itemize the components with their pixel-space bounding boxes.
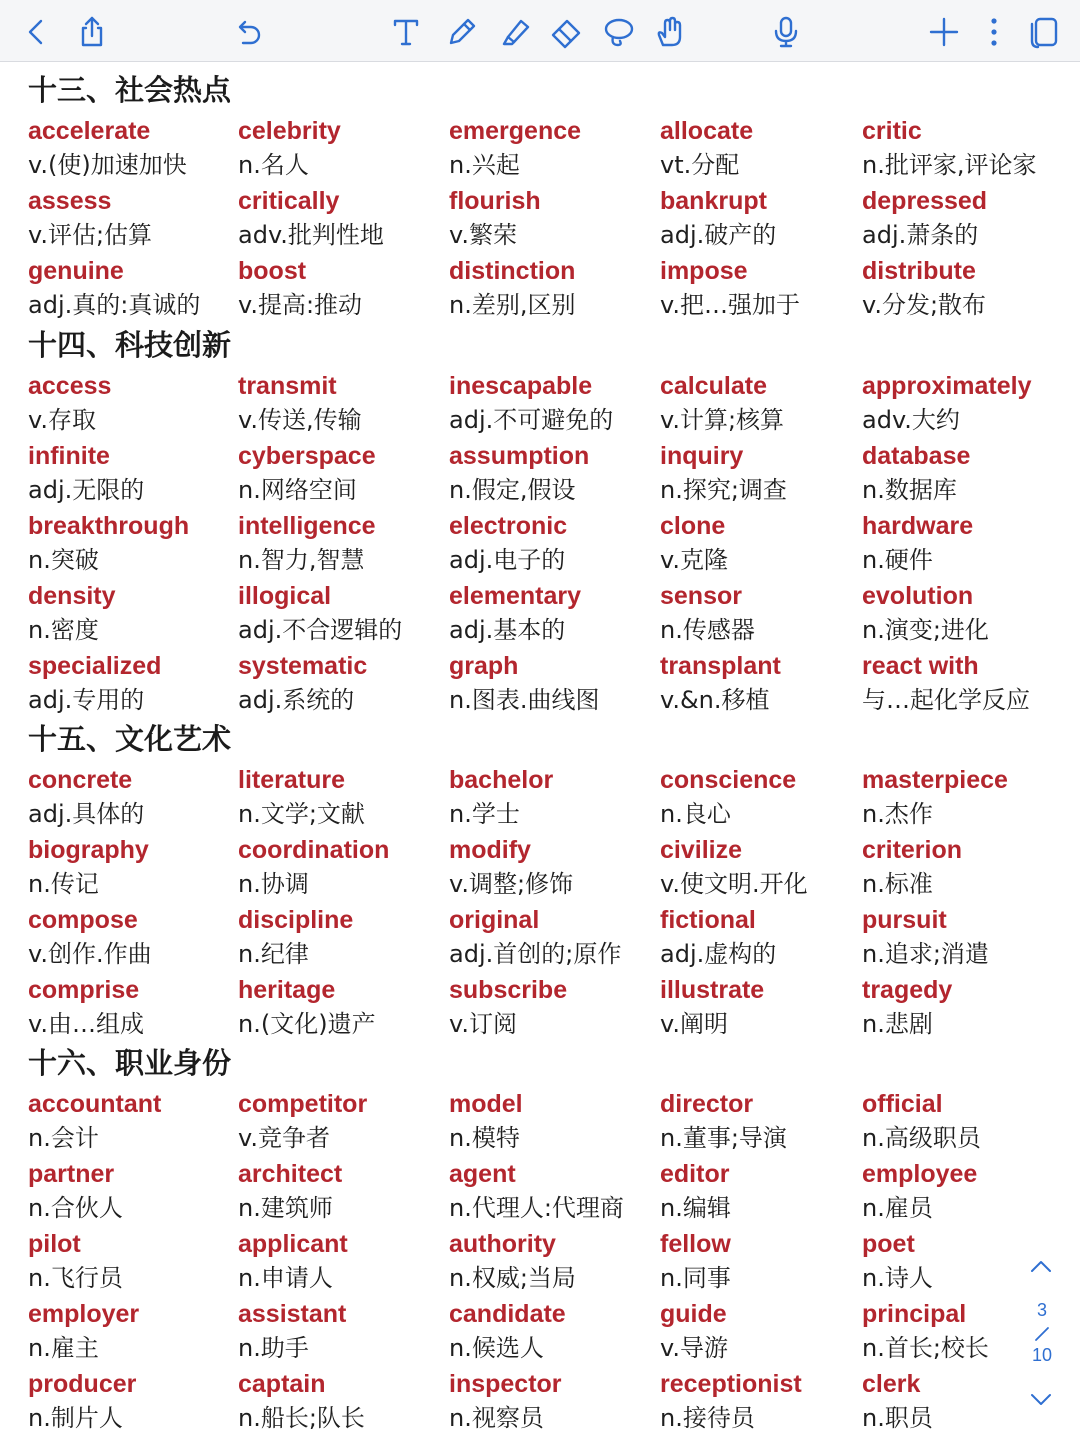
vocab-word: fellow <box>660 1230 731 1258</box>
vocab-word: transplant <box>660 652 781 680</box>
vocab-entry <box>449 833 654 903</box>
vocab-entry <box>660 254 865 324</box>
vocab-word: modify <box>449 836 531 864</box>
vocab-entry <box>28 1227 233 1297</box>
vocab-entry <box>449 439 654 509</box>
vocab-entry <box>28 903 233 973</box>
vocab-meaning: v.阐明 <box>660 1010 728 1038</box>
vocab-entry <box>238 254 443 324</box>
vocab-entry <box>28 439 233 509</box>
vocab-entry <box>660 903 865 973</box>
vocab-section <box>0 1043 1080 1437</box>
vocab-meaning: adj.系统的 <box>238 686 355 714</box>
vocab-meaning: v.传送,传输 <box>238 406 362 434</box>
vocab-word: compose <box>28 906 138 934</box>
vocab-meaning: n.同事 <box>660 1264 731 1292</box>
vocab-meaning: v.存取 <box>28 406 96 434</box>
vocab-meaning: n.图表.曲线图 <box>449 686 600 714</box>
vocab-meaning: n.探究;调查 <box>660 476 787 504</box>
vocab-meaning: n.申请人 <box>238 1264 333 1292</box>
vocab-word: inescapable <box>449 372 593 400</box>
vocab-entry <box>449 114 654 184</box>
vocab-meaning: n.文学;文献 <box>238 800 365 828</box>
vocab-word: database <box>862 442 971 470</box>
vocab-meaning: adj.电子的 <box>449 546 566 574</box>
vocab-word: candidate <box>449 1300 566 1328</box>
vocab-entry <box>238 1157 443 1227</box>
vocab-entry <box>862 1157 1067 1227</box>
current-page-number: 3 <box>1036 1300 1047 1320</box>
vocab-word: approximately <box>862 372 1032 400</box>
vocab-entry <box>238 833 443 903</box>
vocab-word: emergence <box>449 117 582 145</box>
vocab-word: clerk <box>862 1370 921 1398</box>
section-title: 十三、社会热点 <box>28 73 232 107</box>
vocab-entry <box>238 903 443 973</box>
vocab-entry <box>449 973 654 1043</box>
vocab-word: tragedy <box>862 976 953 1004</box>
vocab-word: fictional <box>660 906 756 934</box>
vocab-word: infinite <box>28 442 110 470</box>
vocab-word: intelligence <box>238 512 376 540</box>
vocab-word: discipline <box>238 906 354 934</box>
vocab-meaning: n.差别,区别 <box>449 291 576 319</box>
vocab-meaning: n.首长;校长 <box>862 1334 989 1362</box>
vocab-meaning: n.雇主 <box>28 1334 99 1362</box>
vocab-meaning: n.权威;当局 <box>449 1264 576 1292</box>
vocab-word: guide <box>660 1300 727 1328</box>
vocab-entry <box>449 369 654 439</box>
vocab-entry <box>238 763 443 833</box>
vocab-word: clone <box>660 512 726 540</box>
vocab-word: celebrity <box>238 117 341 145</box>
hand-icon[interactable] <box>648 10 692 54</box>
highlighter-icon[interactable] <box>494 10 538 54</box>
vocab-entry <box>660 1087 865 1157</box>
vocab-entry <box>28 973 233 1043</box>
vocab-word: elementary <box>449 582 582 610</box>
vocab-entry <box>660 649 865 719</box>
vocab-meaning: n.硬件 <box>862 546 933 574</box>
vocab-word: evolution <box>862 582 974 610</box>
vocab-entry <box>660 509 865 579</box>
vocab-meaning: n.诗人 <box>862 1264 933 1292</box>
vocab-meaning: n.视察员 <box>449 1404 544 1432</box>
vocab-word: model <box>449 1090 523 1118</box>
vocab-entry <box>862 1087 1067 1157</box>
vocab-meaning: v.把…强加于 <box>660 291 800 319</box>
vocab-meaning: adj.破产的 <box>660 221 777 249</box>
vocab-entry <box>862 973 1067 1043</box>
vocab-meaning: v.订阅 <box>449 1010 517 1038</box>
vocab-meaning: adj.首创的;原作 <box>449 940 622 968</box>
vocab-word: illogical <box>238 582 332 610</box>
vocab-meaning: v.评估;估算 <box>28 221 153 249</box>
back-chevron-icon[interactable] <box>14 10 58 54</box>
vocab-meaning: adj.无限的 <box>28 476 145 504</box>
vocab-word: bachelor <box>449 766 554 794</box>
vocab-word: depressed <box>862 187 988 215</box>
vocab-word: poet <box>862 1230 915 1258</box>
vocab-entry <box>449 1087 654 1157</box>
vocab-meaning: n.演变;进化 <box>862 616 989 644</box>
vocab-meaning: n.助手 <box>238 1334 309 1362</box>
vocab-meaning: n.飞行员 <box>28 1264 123 1292</box>
vocab-word: coordination <box>238 836 390 864</box>
vocab-word: employee <box>862 1160 978 1188</box>
vocab-word: comprise <box>28 976 140 1004</box>
vocab-meaning: adj.虚构的 <box>660 940 777 968</box>
vocab-entry <box>238 579 443 649</box>
vocab-meaning: n.建筑师 <box>238 1194 333 1222</box>
vocab-meaning: n.良心 <box>660 800 731 828</box>
vocab-word: hardware <box>862 512 974 540</box>
vocab-meaning: adj.基本的 <box>449 616 566 644</box>
vocab-meaning: n.追求;消遣 <box>862 940 989 968</box>
vocab-word: captain <box>238 1370 326 1398</box>
vocab-entry <box>862 369 1067 439</box>
vocab-entry <box>28 254 233 324</box>
vocab-meaning: n.杰作 <box>862 800 933 828</box>
vocab-meaning: n.名人 <box>238 151 309 179</box>
vocab-entry <box>238 649 443 719</box>
vocab-word: accountant <box>28 1090 162 1118</box>
vocab-meaning: n.传记 <box>28 870 99 898</box>
vocab-entry <box>660 579 865 649</box>
vocab-word: director <box>660 1090 754 1118</box>
vocab-entry <box>238 509 443 579</box>
vocab-word: breakthrough <box>28 512 190 540</box>
vocab-word: competitor <box>238 1090 368 1118</box>
vocab-word: biography <box>28 836 149 864</box>
vocab-entry <box>862 763 1067 833</box>
vocab-entry <box>449 579 654 649</box>
vocab-meaning: n.学士 <box>449 800 520 828</box>
vocab-entry <box>449 1157 654 1227</box>
vocab-entry <box>660 1297 865 1367</box>
vocab-word: access <box>28 372 112 400</box>
vocab-meaning: n.高级职员 <box>862 1124 981 1152</box>
vocab-meaning: 与…起化学反应 <box>862 686 1030 714</box>
vocab-meaning: n.兴起 <box>449 151 520 179</box>
vocab-entry <box>862 254 1067 324</box>
vocab-word: distinction <box>449 257 576 285</box>
vocab-word: react with <box>862 652 979 680</box>
microphone-icon[interactable] <box>764 10 808 54</box>
vocab-meaning: n.悲剧 <box>862 1010 933 1038</box>
vocab-meaning: adj.真的:真诚的 <box>28 291 201 319</box>
vocab-meaning: v.使文明.开化 <box>660 870 808 898</box>
vocab-entry <box>28 833 233 903</box>
vocab-meaning: adj.不合逻辑的 <box>238 616 403 644</box>
vocab-word: civilize <box>660 836 742 864</box>
vocab-meaning: n.董事;导演 <box>660 1124 787 1152</box>
vocab-word: boost <box>238 257 307 285</box>
vocab-entry <box>660 973 865 1043</box>
vocab-entry <box>449 1227 654 1297</box>
vocab-entry <box>660 184 865 254</box>
vocab-word: principal <box>862 1300 967 1328</box>
section-title: 十五、文化艺术 <box>28 722 232 756</box>
vocab-entry <box>660 1227 865 1297</box>
eraser-icon[interactable] <box>544 10 588 54</box>
vocab-meaning: n.船长;队长 <box>238 1404 365 1432</box>
page-navigator <box>1014 1250 1070 1420</box>
vocab-word: authority <box>449 1230 556 1258</box>
vocab-entry <box>862 184 1067 254</box>
more-icon[interactable] <box>972 10 1016 54</box>
vocab-word: employer <box>28 1300 140 1328</box>
vocab-word: electronic <box>449 512 568 540</box>
vocab-meaning: v.提高:推动 <box>238 291 363 319</box>
vocab-entry <box>449 763 654 833</box>
vocab-entry <box>449 254 654 324</box>
vocab-entry <box>238 369 443 439</box>
vocab-word: literature <box>238 766 345 794</box>
vocab-entry <box>449 184 654 254</box>
vocab-entry <box>449 649 654 719</box>
vocab-entry <box>238 114 443 184</box>
vocab-meaning: n.模特 <box>449 1124 520 1152</box>
vocab-meaning: v.由…组成 <box>28 1010 144 1038</box>
vocab-word: conscience <box>660 766 797 794</box>
vocab-entry <box>28 1087 233 1157</box>
vocab-entry <box>28 1157 233 1227</box>
vocab-word: receptionist <box>660 1370 802 1398</box>
vocab-word: density <box>28 582 116 610</box>
vocab-word: pursuit <box>862 906 947 934</box>
vocab-meaning: n.候选人 <box>449 1334 544 1362</box>
vocab-word: inspector <box>449 1370 562 1398</box>
vocab-meaning: n.标准 <box>862 870 933 898</box>
vocab-meaning: n.协调 <box>238 870 309 898</box>
vocab-word: graph <box>449 652 519 680</box>
vocab-meaning: adj.萧条的 <box>862 221 979 249</box>
total-page-count: 10 <box>1031 1345 1053 1365</box>
vocab-section <box>0 70 1080 324</box>
document-page <box>0 62 1080 1440</box>
vocab-meaning: vt.分配 <box>660 151 740 179</box>
vocab-entry <box>238 1227 443 1297</box>
vocab-entry <box>660 369 865 439</box>
vocab-word: partner <box>28 1160 115 1188</box>
vocab-meaning: n.智力,智慧 <box>238 546 365 574</box>
vocab-meaning: n.编辑 <box>660 1194 731 1222</box>
vocab-entry <box>238 1297 443 1367</box>
vocab-word: allocate <box>660 117 754 145</box>
vocab-word: producer <box>28 1370 137 1398</box>
vocab-entry <box>238 439 443 509</box>
vocab-entry <box>449 1297 654 1367</box>
vocab-meaning: n.制片人 <box>28 1404 123 1432</box>
vocab-entry <box>28 509 233 579</box>
vocab-meaning: n.代理人:代理商 <box>449 1194 624 1222</box>
vocab-meaning: v.(使)加速加快 <box>28 151 187 179</box>
vocab-meaning: n.数据库 <box>862 476 957 504</box>
vocab-word: distribute <box>862 257 976 285</box>
vocab-meaning: v.导游 <box>660 1334 728 1362</box>
vocab-word: genuine <box>28 257 124 285</box>
vocab-word: assistant <box>238 1300 347 1328</box>
vocab-entry <box>28 114 233 184</box>
vocab-entry <box>28 369 233 439</box>
vocab-entry <box>449 903 654 973</box>
undo-icon[interactable] <box>226 10 270 54</box>
vocab-meaning: v.分发;散布 <box>862 291 987 319</box>
vocab-entry <box>28 649 233 719</box>
vocab-meaning: adv.批判性地 <box>238 221 384 249</box>
vocab-word: critic <box>862 117 922 145</box>
vocab-word: assumption <box>449 442 590 470</box>
vocab-entry <box>28 1297 233 1367</box>
vocab-word: calculate <box>660 372 768 400</box>
vocab-word: transmit <box>238 372 337 400</box>
vocab-entry <box>449 1367 654 1437</box>
vocab-meaning: v.计算;核算 <box>660 406 785 434</box>
vocab-entry <box>238 184 443 254</box>
vocab-word: sensor <box>660 582 742 610</box>
vocab-meaning: adv.大约 <box>862 406 960 434</box>
vocab-entry <box>660 763 865 833</box>
vocab-meaning: n.职员 <box>862 1404 933 1432</box>
vocab-meaning: v.竞争者 <box>238 1124 330 1152</box>
vocab-word: cyberspace <box>238 442 376 470</box>
text-tool-icon[interactable] <box>384 10 428 54</box>
vocab-word: heritage <box>238 976 336 1004</box>
vocab-entry <box>238 1087 443 1157</box>
vocab-entry <box>28 579 233 649</box>
vocab-entry <box>862 114 1067 184</box>
vocab-meaning: n.接待员 <box>660 1404 755 1432</box>
vocab-word: flourish <box>449 187 541 215</box>
vocab-word: concrete <box>28 766 133 794</box>
vocab-meaning: v.繁荣 <box>449 221 517 249</box>
vocab-meaning: n.合伙人 <box>28 1194 123 1222</box>
vocab-word: criterion <box>862 836 963 864</box>
add-icon[interactable] <box>922 10 966 54</box>
page-separator <box>1034 1326 1050 1342</box>
vocab-word: subscribe <box>449 976 568 1004</box>
vocab-entry <box>660 833 865 903</box>
lasso-icon[interactable] <box>596 10 640 54</box>
vocab-word: original <box>449 906 540 934</box>
vocab-entry <box>28 763 233 833</box>
vocab-word: pilot <box>28 1230 81 1258</box>
vocab-entry <box>862 903 1067 973</box>
vocab-entry <box>862 579 1067 649</box>
section-title: 十四、科技创新 <box>28 328 232 362</box>
vocab-meaning: n.雇员 <box>862 1194 933 1222</box>
top-toolbar <box>0 0 1080 62</box>
vocab-word: bankrupt <box>660 187 767 215</box>
vocab-section <box>0 719 1080 1043</box>
vocab-entry <box>449 509 654 579</box>
vocab-entry <box>660 1367 865 1437</box>
vocab-entry <box>238 973 443 1043</box>
vocab-meaning: n.密度 <box>28 616 99 644</box>
vocab-entry <box>28 184 233 254</box>
vocab-entry <box>862 833 1067 903</box>
vocab-entry <box>660 114 865 184</box>
vocab-word: assess <box>28 187 112 215</box>
vocab-word: applicant <box>238 1230 348 1258</box>
vocab-entry <box>862 649 1067 719</box>
vocab-meaning: adj.具体的 <box>28 800 145 828</box>
vocab-word: masterpiece <box>862 766 1008 794</box>
vocab-meaning: n.传感器 <box>660 616 755 644</box>
vocab-word: inquiry <box>660 442 744 470</box>
vocab-meaning: v.调整;修饰 <box>449 870 574 898</box>
vocab-entry <box>660 439 865 509</box>
page-down-chevron-icon[interactable] <box>1026 1384 1056 1414</box>
vocab-entry <box>862 439 1067 509</box>
vocab-meaning: n.假定,假设 <box>449 476 576 504</box>
share-icon[interactable] <box>70 10 114 54</box>
vocab-meaning: n.突破 <box>28 546 99 574</box>
section-title: 十六、职业身份 <box>28 1046 232 1080</box>
vocab-meaning: adj.不可避免的 <box>449 406 614 434</box>
vocab-meaning: adj.专用的 <box>28 686 145 714</box>
vocab-word: systematic <box>238 652 368 680</box>
vocab-word: impose <box>660 257 748 285</box>
page-up-chevron-icon[interactable] <box>1026 1252 1056 1282</box>
vocab-word: agent <box>449 1160 516 1188</box>
vocab-meaning: n.网络空间 <box>238 476 357 504</box>
vocab-meaning: n.纪律 <box>238 940 309 968</box>
vocab-word: specialized <box>28 652 162 680</box>
vocab-word: official <box>862 1090 943 1118</box>
vocab-word: architect <box>238 1160 343 1188</box>
vocab-meaning: n.批评家,评论家 <box>862 151 1037 179</box>
vocab-meaning: v.克隆 <box>660 546 728 574</box>
vocab-entry <box>660 1157 865 1227</box>
vocab-entry <box>238 1367 443 1437</box>
vocab-entry <box>862 509 1067 579</box>
vocab-word: editor <box>660 1160 730 1188</box>
pages-icon[interactable] <box>1022 10 1066 54</box>
vocab-meaning: n.会计 <box>28 1124 99 1152</box>
vocab-meaning: v.创作.作曲 <box>28 940 152 968</box>
vocab-word: critically <box>238 187 340 215</box>
vocab-section <box>0 325 1080 719</box>
vocab-entry <box>28 1367 233 1437</box>
vocab-word: illustrate <box>660 976 765 1004</box>
pencil-icon[interactable] <box>440 10 484 54</box>
vocab-meaning: v.&n.移植 <box>660 686 770 714</box>
vocab-word: accelerate <box>28 117 151 145</box>
vocab-meaning: n.(文化)遗产 <box>238 1010 376 1038</box>
